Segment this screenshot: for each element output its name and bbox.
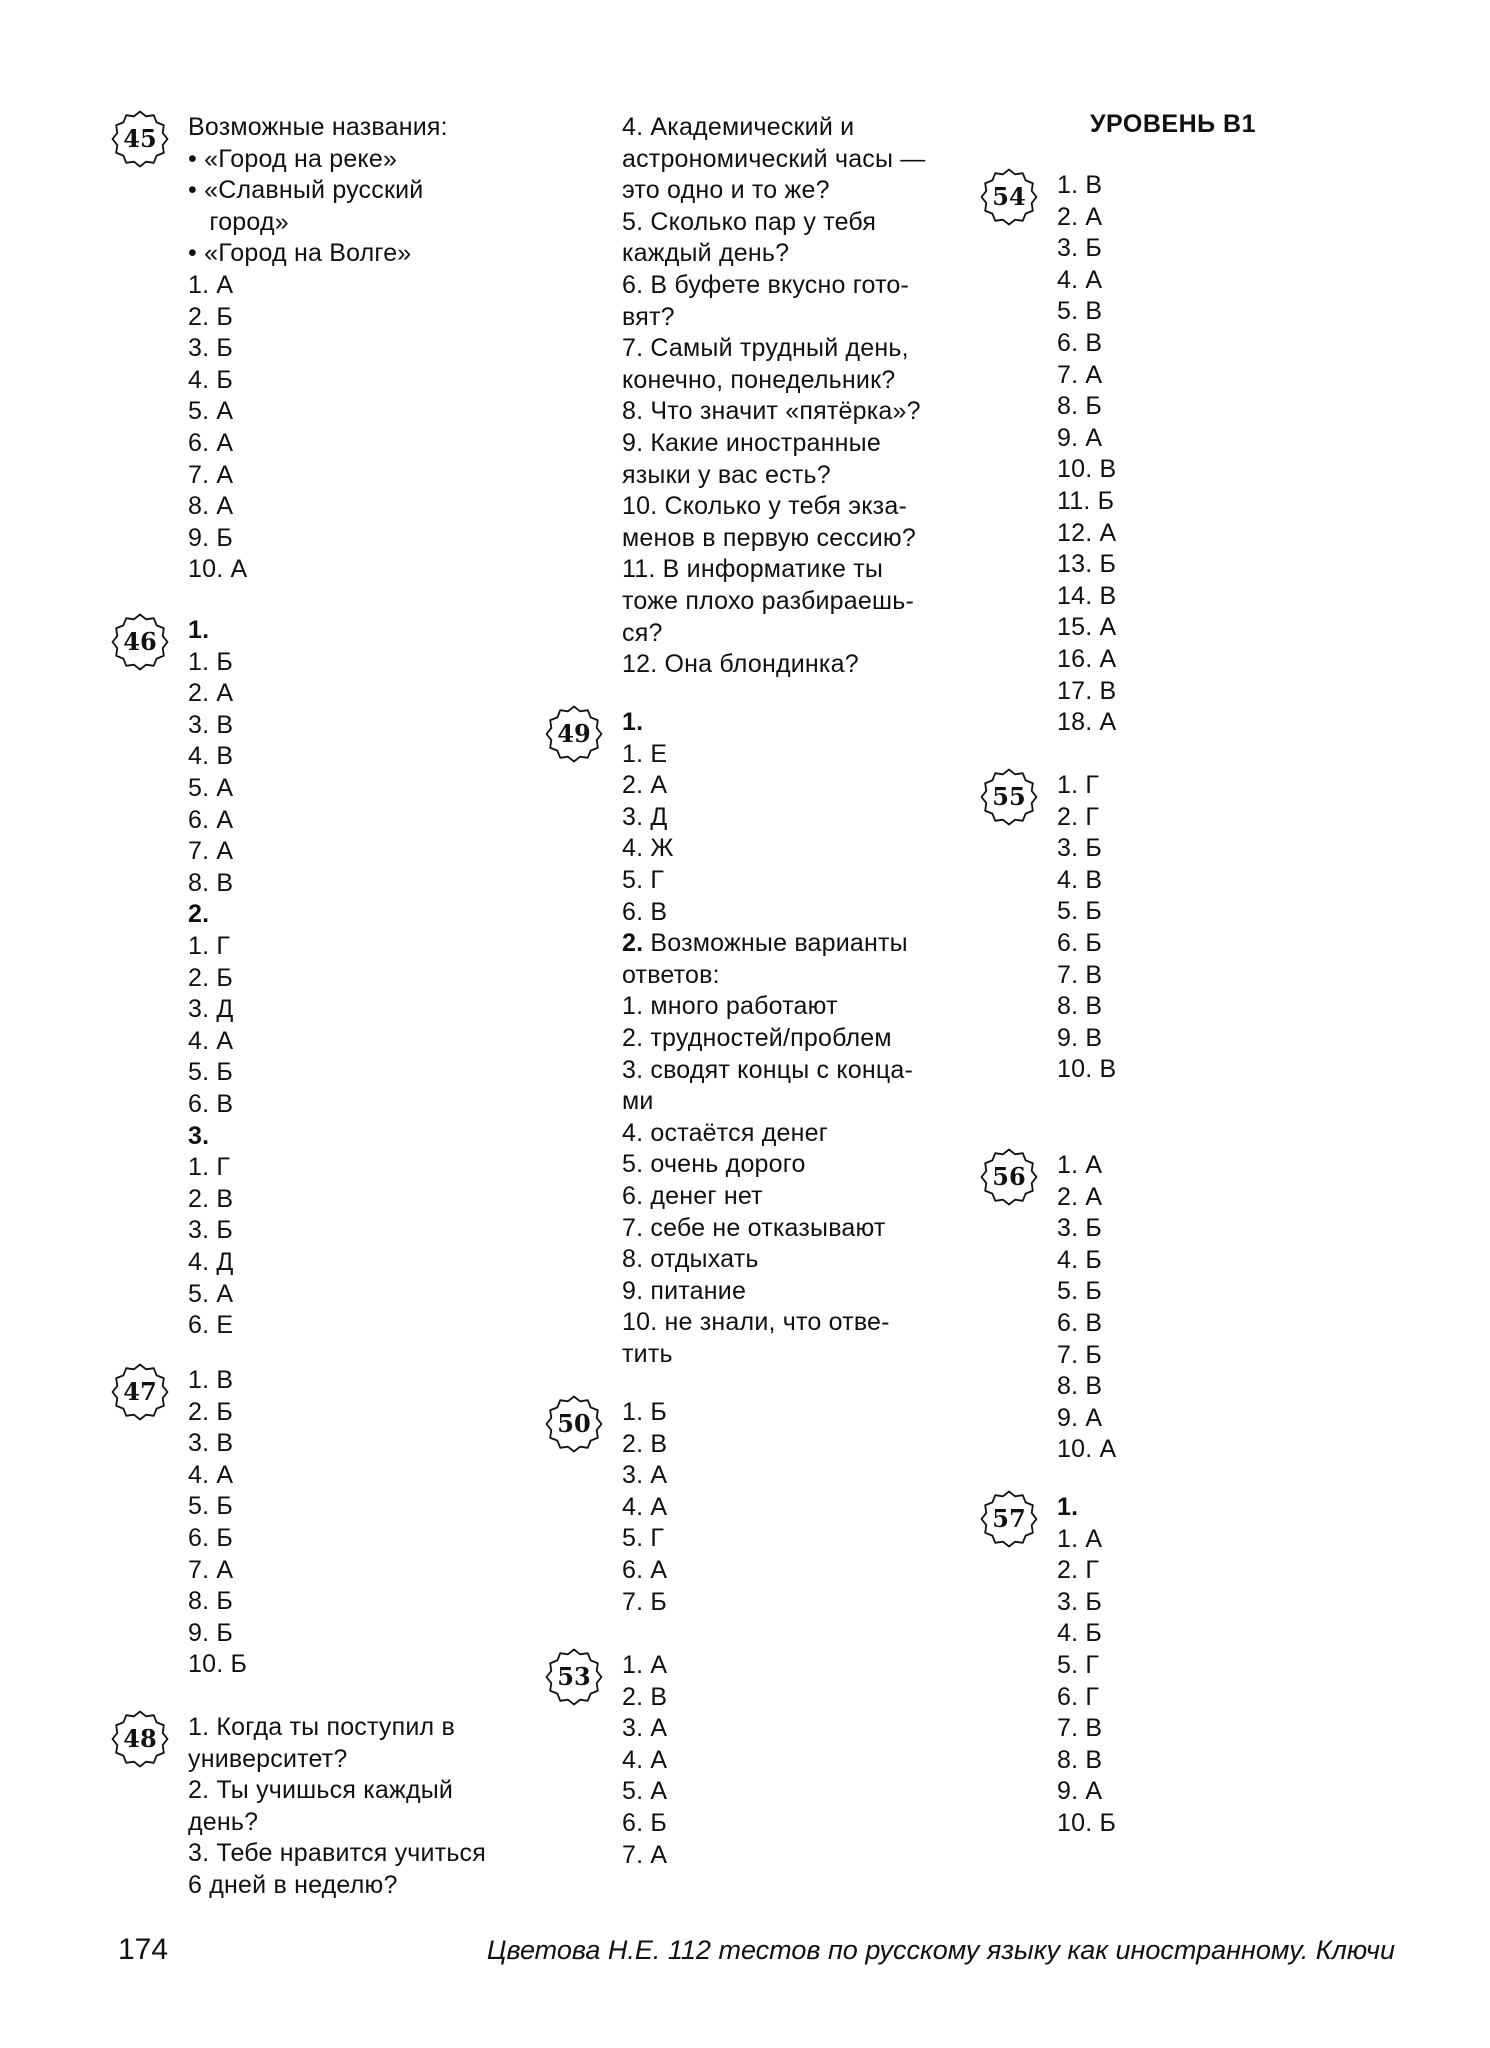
- answer-line: 8. В: [188, 868, 234, 897]
- answer-line: 8. В: [1057, 1372, 1103, 1401]
- answer-line: 6. Б: [188, 1524, 234, 1552]
- answer-line: 8. Что значит «пятёрка»?: [622, 397, 921, 426]
- answer-line: 7. В: [1057, 960, 1103, 989]
- answer-line: каждый день?: [622, 239, 790, 268]
- answer-line: 3. Д: [622, 802, 668, 831]
- answer-line: 2. А: [1057, 202, 1103, 231]
- answer-line: 4. А: [188, 1026, 234, 1055]
- answer-line: 7. А: [188, 837, 234, 866]
- answer-line: 5. Г: [622, 1524, 665, 1553]
- answer-line: 4. А: [622, 1492, 668, 1521]
- answer-line: 6. В: [622, 897, 668, 926]
- answer-line: 5. В: [1057, 297, 1103, 326]
- task-number-badge: [980, 768, 1038, 826]
- answer-line: 5. Г: [622, 866, 665, 894]
- answer-line: 3. В: [188, 1429, 234, 1458]
- answer-line: 2. В: [622, 1682, 668, 1711]
- book-credit: Цветова Н.Е. 112 тестов по русскому языку как иностранному. Ключи: [486, 1935, 1395, 1965]
- answer-line: 2.: [188, 900, 210, 929]
- answer-line: 12. А: [1057, 518, 1117, 547]
- level-heading: УРОВЕНЬ В1: [1090, 110, 1256, 138]
- answer-line: 17. В: [1057, 676, 1117, 705]
- answer-line: 2. Б: [188, 1397, 234, 1426]
- answer-line: 11. В информатике ты: [622, 555, 884, 584]
- answer-line: университет?: [188, 1744, 348, 1773]
- answer-line: 8. отдыхать: [622, 1245, 759, 1274]
- answer-line: 1. А: [622, 1651, 668, 1679]
- answer-line: 6. Б: [1057, 929, 1103, 957]
- answer-line: 3. Б: [1057, 1587, 1103, 1616]
- answer-line: 2. Б: [188, 963, 234, 992]
- task-number-badge: [980, 1490, 1038, 1548]
- section-label: 2.: [622, 929, 644, 958]
- task-number-badge: [111, 1363, 169, 1421]
- answer-line: 4. А: [1057, 265, 1103, 294]
- answer-line: ми: [622, 1087, 654, 1116]
- answer-line: 6. В: [188, 1090, 234, 1118]
- answer-line: 1. А: [188, 271, 234, 299]
- answer-line: 10. Б: [188, 1650, 248, 1679]
- answer-line: 4. В: [1057, 865, 1103, 894]
- answer-line: 2. трудностей/проблем: [622, 1024, 892, 1052]
- answer-line: 16. А: [1057, 645, 1117, 673]
- answer-line: 4. Б: [188, 365, 234, 394]
- answer-line: Возможные названия:: [188, 113, 448, 141]
- answer-line: 2. В: [622, 1429, 668, 1458]
- answer-line: 7. Б: [622, 1587, 668, 1616]
- task-number-badge: [111, 1710, 169, 1768]
- page-number: 174: [118, 1933, 169, 1966]
- answer-line: 10. В: [1057, 1055, 1117, 1084]
- answer-line: 1. Г: [1057, 771, 1100, 799]
- answer-line: 2. Б: [188, 302, 234, 331]
- answer-line: 6. В: [1057, 329, 1103, 357]
- answer-line: 5. А: [188, 774, 234, 802]
- answer-line: 4. Академический и: [622, 113, 855, 141]
- answer-line: конечно, понедельник?: [622, 365, 896, 394]
- answer-line: 3. Д: [188, 995, 234, 1024]
- answer-line: • «Город на Волге»: [188, 239, 412, 268]
- answer-line: 4. А: [622, 1745, 668, 1774]
- task-number-badge: [111, 613, 169, 671]
- task-number: 56: [992, 1162, 1026, 1191]
- answer-line: 15. А: [1057, 613, 1117, 642]
- answer-line: 9. А: [1057, 1403, 1103, 1432]
- answer-line: астрономический часы —: [622, 144, 926, 173]
- answer-line: 6 дней в неделю?: [188, 1871, 398, 1899]
- answer-line: 6. А: [188, 805, 234, 834]
- section-text: Возможные варианты: [643, 929, 908, 958]
- answer-line: 8. В: [1057, 1745, 1103, 1774]
- answer-line: 5. Б: [1057, 897, 1103, 926]
- answer-line: 3. Б: [1057, 834, 1103, 863]
- answer-line: 1.: [622, 708, 644, 736]
- answer-line: 5. очень дорого: [622, 1150, 806, 1179]
- answer-line: 6. денег нет: [622, 1182, 763, 1210]
- answer-line: 9. питание: [622, 1276, 747, 1305]
- task-number-badge: [111, 110, 169, 168]
- task-number: 49: [557, 719, 591, 748]
- task-number-badge: [545, 705, 603, 763]
- answer-line: 5. Б: [188, 1058, 234, 1087]
- answer-line: 9. Какие иностранные: [622, 429, 881, 457]
- answer-line: 9. А: [1057, 423, 1103, 452]
- answer-line: 10. В: [1057, 455, 1117, 484]
- answer-line: 7. А: [188, 1555, 234, 1584]
- answer-line: 3.: [188, 1121, 210, 1150]
- answer-line: 5. Г: [1057, 1651, 1100, 1679]
- answer-line: 4. А: [188, 1460, 234, 1489]
- answer-line: [622, 928, 908, 958]
- answer-line: 6. Е: [188, 1311, 234, 1340]
- task-number-badge: [545, 1648, 603, 1706]
- answer-line: 6. А: [622, 1556, 668, 1584]
- task-number: 54: [992, 182, 1026, 211]
- answer-line: день?: [188, 1807, 259, 1836]
- answer-line: 7. А: [188, 460, 234, 489]
- answer-line: 13. Б: [1057, 550, 1117, 579]
- answer-line: 4. остаётся денег: [622, 1118, 829, 1147]
- task-number: 46: [123, 627, 157, 656]
- answer-line: 1. А: [1057, 1151, 1103, 1179]
- answer-line: 5. Б: [188, 1492, 234, 1521]
- answer-line: 1. Г: [188, 1153, 231, 1182]
- task-number: 57: [992, 1504, 1026, 1533]
- answer-line: языки у вас есть?: [622, 460, 831, 489]
- answer-line: это одно и то же?: [622, 176, 830, 205]
- answer-line: 1. Б: [622, 1398, 668, 1426]
- answer-line: 6. В: [1057, 1309, 1103, 1337]
- answer-line: 2. А: [1057, 1182, 1103, 1211]
- answer-line: 8. Б: [188, 1587, 234, 1616]
- answer-line: 2. Ты учишься каждый: [188, 1776, 454, 1805]
- answer-line: 5. А: [188, 1279, 234, 1308]
- answer-line: 7. Б: [1057, 1340, 1103, 1369]
- answer-line: 4. Б: [1057, 1245, 1103, 1274]
- answer-line: 5. А: [622, 1777, 668, 1806]
- answer-line: 7. В: [1057, 1714, 1103, 1743]
- answer-line: 1. А: [1057, 1524, 1103, 1553]
- answer-line: 18. А: [1057, 708, 1117, 737]
- answer-line: 1. много работают: [622, 992, 838, 1021]
- answer-line: 3. Тебе нравится учиться: [188, 1839, 486, 1868]
- answer-line: 1. В: [188, 1366, 234, 1394]
- answer-line: 7. Самый трудный день,: [622, 334, 909, 363]
- answer-line: 2. А: [622, 771, 668, 800]
- answer-line: 9. Б: [188, 1618, 234, 1647]
- answer-line: 12. Она блондинка?: [622, 650, 859, 679]
- task-number: 50: [557, 1409, 591, 1438]
- answer-line: 4. Ж: [622, 834, 674, 863]
- answer-line: 3. Б: [1057, 1214, 1103, 1243]
- answer-line: 3. Б: [188, 1216, 234, 1245]
- answer-line: тить: [622, 1340, 673, 1368]
- answer-line: 2. А: [188, 679, 234, 708]
- answer-line: 6. А: [188, 429, 234, 457]
- answer-line: 2. Г: [1057, 802, 1100, 831]
- answer-line: 6. Б: [622, 1809, 668, 1837]
- task-number: 48: [123, 1724, 157, 1753]
- answer-line: 6. В буфете вкусно гото-: [622, 271, 910, 299]
- answer-line: 1. Г: [188, 932, 231, 960]
- answer-line: 7. А: [622, 1840, 668, 1869]
- answer-line: 14. В: [1057, 581, 1117, 610]
- task-number-badge: [545, 1395, 603, 1453]
- answer-line: 9. А: [1057, 1777, 1103, 1806]
- answer-line: 3. А: [622, 1714, 668, 1743]
- answer-line: 10. не знали, что отве-: [622, 1308, 890, 1337]
- answer-line: 1.: [188, 616, 210, 644]
- answer-line: 7. себе не отказывают: [622, 1213, 886, 1242]
- answer-line: тоже плохо разбираешь-: [622, 587, 914, 615]
- answer-line: ся?: [622, 618, 663, 647]
- answer-line: город»: [188, 207, 289, 236]
- answer-line: 1. В: [1057, 171, 1103, 199]
- answer-line: вят?: [622, 302, 675, 331]
- answer-line: • «Город на реке»: [188, 144, 398, 173]
- answer-line: менов в первую сессию?: [622, 523, 916, 552]
- answer-line: 2. В: [188, 1184, 234, 1213]
- answer-line: 10. А: [1057, 1435, 1117, 1464]
- task-number-badge: [980, 168, 1038, 226]
- task-number: 45: [123, 124, 157, 153]
- answer-line: 10. Б: [1057, 1809, 1117, 1837]
- task-number: 47: [123, 1377, 157, 1406]
- task-number: 55: [992, 782, 1026, 811]
- answer-line: 4. Д: [188, 1248, 234, 1276]
- answer-line: 5. А: [188, 397, 234, 426]
- answer-line: 11. Б: [1057, 487, 1115, 515]
- answer-line: 9. В: [1057, 1023, 1103, 1052]
- answer-line: 3. А: [622, 1461, 668, 1490]
- answer-line: 2. Г: [1057, 1556, 1100, 1585]
- answer-line: 1. Когда ты поступил в: [188, 1713, 455, 1741]
- task-number-badge: [980, 1148, 1038, 1206]
- answer-line: 7. А: [1057, 360, 1103, 389]
- answer-line: 5. Сколько пар у тебя: [622, 207, 877, 236]
- answer-line: 3. В: [188, 710, 234, 739]
- answer-line: 3. Б: [188, 334, 234, 363]
- answer-line: • «Славный русский: [188, 176, 424, 205]
- answer-line: 4. Б: [1057, 1619, 1103, 1648]
- answer-line: 4. В: [188, 742, 234, 771]
- answer-line: 9. Б: [188, 523, 234, 552]
- answer-line: 6. Г: [1057, 1682, 1100, 1711]
- task-number: 53: [557, 1662, 591, 1691]
- answer-line: 8. А: [188, 492, 234, 521]
- answer-line: 10. А: [188, 555, 248, 584]
- answer-line: 5. Б: [1057, 1277, 1103, 1306]
- answer-line: 3. Б: [1057, 234, 1103, 263]
- answer-line: 8. В: [1057, 992, 1103, 1021]
- answer-line: 3. сводят концы с конца-: [622, 1055, 914, 1084]
- answer-line: 1. Б: [188, 647, 234, 676]
- answer-line: ответов:: [622, 960, 720, 989]
- answer-line: 1.: [1057, 1493, 1079, 1521]
- answer-line: 10. Сколько у тебя экза-: [622, 492, 907, 521]
- answer-line: 8. Б: [1057, 392, 1103, 421]
- answer-line: 1. Е: [622, 739, 668, 768]
